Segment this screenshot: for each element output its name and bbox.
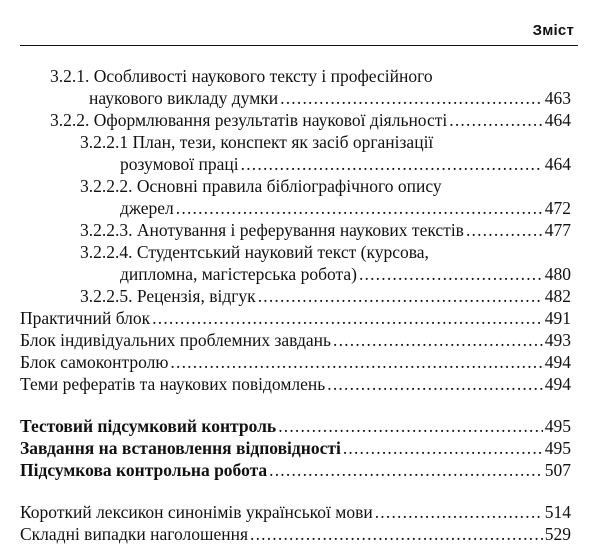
leader-dots	[466, 219, 543, 241]
toc-entry-3-2-2-1-cont	[120, 153, 571, 175]
toc-entry-title: Завдання на встановлення відповідності	[20, 438, 341, 458]
toc-entry-page: 472	[544, 198, 571, 218]
toc-entry-page: 514	[544, 502, 571, 522]
toc-entry-3-2-2-3	[80, 219, 571, 241]
leader-dots	[359, 263, 543, 285]
toc-entry-page: 491	[544, 308, 571, 328]
toc-entry-3-2-1	[50, 65, 571, 87]
toc-entry-title: джерел	[120, 198, 174, 218]
leader-dots	[280, 87, 543, 109]
toc-entry-title: Складні випадки наголошення	[20, 524, 248, 544]
toc-entry-title: Практичний блок	[20, 308, 151, 328]
leader-dots	[278, 415, 543, 437]
leader-dots	[170, 351, 542, 373]
leader-dots	[176, 197, 543, 219]
toc-entry-title: 3.2.2. Оформлювання результатів наукової діяльності	[50, 110, 448, 130]
toc-entry-title: наукового викладу думки	[89, 88, 279, 108]
toc-entry-page: 482	[544, 286, 571, 306]
toc-entry-title: Тестовий підсумковий контроль	[20, 416, 277, 436]
header-rule	[20, 45, 578, 46]
toc-entry-page: 494	[544, 352, 571, 372]
toc-entry-matching-tasks	[20, 437, 571, 459]
toc-entry-report-topics	[20, 373, 571, 395]
leader-dots	[343, 437, 543, 459]
running-head-title: Зміст	[532, 22, 574, 39]
toc-entry-page: 529	[544, 524, 571, 544]
toc-entry-page: 463	[544, 88, 571, 108]
toc-entry-title: 3.2.2.3. Анотування і реферування наукових текстів	[80, 220, 464, 240]
toc-entry-title: 3.2.2.2. Основні правила бібліографічного опису	[80, 176, 442, 196]
toc-entry-synonym-lexicon	[20, 501, 571, 523]
toc-entry-page: 464	[544, 110, 571, 130]
toc-entry-individual-tasks	[20, 329, 571, 351]
toc-entry-3-2-2	[50, 109, 571, 131]
leader-dots	[269, 459, 543, 481]
toc-entry-3-2-2-1	[80, 131, 571, 153]
toc-entry-3-2-2-2-cont	[120, 197, 571, 219]
toc-entry-title: Блок індивідуальних проблемних завдань	[20, 330, 332, 350]
leader-dots	[250, 523, 543, 545]
leader-dots	[327, 373, 542, 395]
toc-entry-final-control-work	[20, 459, 571, 481]
toc-entry-3-2-1-cont	[89, 87, 571, 109]
leader-dots	[241, 153, 543, 175]
leader-dots	[449, 109, 542, 131]
toc-entry-page: 480	[544, 264, 571, 284]
toc-entry-title: дипломна, магістерська робота)	[120, 264, 357, 284]
toc-entry-title: 3.2.2.4. Студентський науковий текст (курсова,	[80, 242, 429, 262]
toc-entry-3-2-2-4-cont	[120, 263, 571, 285]
toc-entry-title: розумової праці	[120, 154, 239, 174]
toc-entry-title: Блок самоконтролю	[20, 352, 169, 372]
toc-entry-page: 495	[544, 416, 571, 436]
toc-entry-title: 3.2.1. Особливості наукового тексту і професійного	[50, 66, 433, 86]
toc-entry-stress-cases	[20, 523, 571, 545]
toc-entry-practical-block	[20, 307, 571, 329]
toc-entry-3-2-2-2	[80, 175, 571, 197]
toc-entry-page: 477	[544, 220, 571, 240]
toc-entry-page: 464	[544, 154, 571, 174]
toc-entry-title: 3.2.2.1 План, тези, конспект як засіб організації	[80, 132, 434, 152]
toc-entry-3-2-2-5	[80, 285, 571, 307]
toc-entry-title: Теми рефератів та наукових повідомлень	[20, 374, 326, 394]
leader-dots	[333, 329, 543, 351]
leader-dots	[258, 285, 543, 307]
toc-entry-title: 3.2.2.5. Рецензія, відгук	[80, 286, 256, 306]
toc-entry-title: Підсумкова контрольна робота	[20, 460, 268, 480]
toc-entry-final-test	[20, 415, 571, 437]
leader-dots	[152, 307, 543, 329]
toc-entry-page: 495	[544, 438, 571, 458]
toc-entry-page: 507	[544, 460, 571, 480]
toc-entry-page: 493	[544, 330, 571, 350]
toc-entry-3-2-2-4	[80, 241, 571, 263]
toc-entry-page: 494	[544, 374, 571, 394]
toc-entry-self-control	[20, 351, 571, 373]
toc-entry-title: Короткий лексикон синонімів української мови	[20, 502, 373, 522]
leader-dots	[375, 501, 543, 523]
